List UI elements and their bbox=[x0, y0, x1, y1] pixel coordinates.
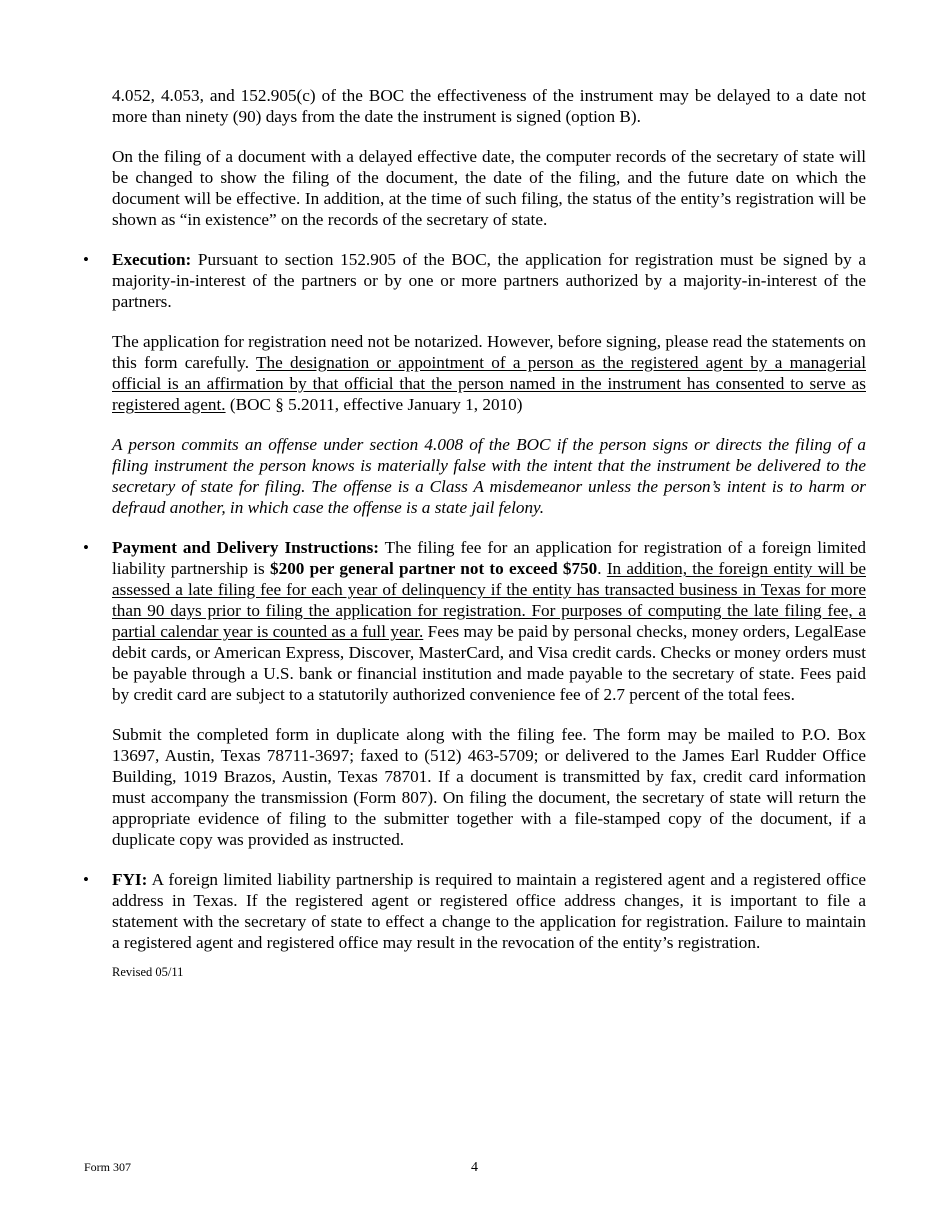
fyi-section bbox=[83, 869, 866, 953]
notarization-lead: The application for registration need not be notarized. However, before signing, please read the statements on this form carefully. bbox=[112, 332, 866, 372]
execution-section bbox=[83, 249, 866, 312]
bullet-icon: • bbox=[83, 538, 89, 557]
payment-heading: Payment and Delivery Instructions: bbox=[112, 538, 379, 557]
payment-section bbox=[83, 537, 867, 705]
execution-paragraph bbox=[112, 249, 866, 312]
form-number: Form 307 bbox=[84, 1160, 132, 1174]
bullet-icon: • bbox=[83, 870, 89, 889]
payment-text-2: . bbox=[597, 559, 607, 578]
filing-fee-amount: $200 per general partner not to exceed $750 bbox=[270, 559, 598, 578]
execution-text: Pursuant to section 152.905 of the BOC, the application for registration must be signed by a majority-in-interest of the partners or by one or more partners authorized by a majority-in-interest of the partners. bbox=[112, 250, 866, 311]
page-number: 4 bbox=[471, 1160, 478, 1175]
submission-instructions: Submit the completed form in duplicate along with the filing fee. The form may be mailed to P.O. Box 13697, Austin, Texas 78711-3697; faxed to (512) 463-5709; or delivered to the James Earl Rudder Office Building, 1019 Brazos, Austin, Texas 78701. If a document is transmitted by fax, credit card information must accompany the transmission (Form 807). On filing the document, the secretary of state will return the appropriate evidence of filing to the submitter together with a file-stamped copy of the document, if a duplicate copy was provided as instructed. bbox=[112, 725, 866, 849]
offense-warning-text: A person commits an offense under section 4.008 of the BOC if the person signs or directs the filing of a filing instrument the person knows is materially false with the intent that the instrument be delivered to the secretary of state for filing. The offense is a Class A misdemeanor unless the person’s intent is to harm or defraud another, in which case the offense is a state jail felony. bbox=[112, 435, 866, 517]
revised-date: Revised 05/11 bbox=[112, 965, 184, 979]
payment-text-3: Fees may be paid by personal checks, money orders, LegalEase debit cards, or American Express, Discover, MasterCard, and Visa credit cards. Checks or money orders must be payable through a U.S. bank or financial institution and made payable to the secretary of state. Fees paid by credit card are subject to a statutorily authorized convenience fee of 2.7 percent of the total fees. bbox=[112, 622, 866, 704]
payment-text-1: The filing fee for an application for registration of a foreign limited liability partnership is bbox=[112, 538, 867, 578]
paragraph-delayed-filing-records: On the filing of a document with a delayed effective date, the computer records of the secretary of state will be changed to show the filing of the document, the date of the filing, and the future date on which the document will be effective. In addition, at the time of such filing, the status of the entity’s registration will be shown as “in existence” on the records of the secretary of state. bbox=[112, 147, 866, 229]
paragraph-delayed-effectiveness: 4.052, 4.053, and 152.905(c) of the BOC the effectiveness of the instrument may be delayed to a date not more than ninety (90) days from the date the instrument is signed (option B). bbox=[112, 86, 866, 126]
late-filing-fee-notice: In addition, the foreign entity will be assessed a late filing fee for each year of delinquency if the entity has transacted business in Texas for more than 90 days prior to filing the application for registration. For purposes of computing the late filing fee, a partial calendar year is counted as a full year. bbox=[112, 559, 866, 641]
execution-heading: Execution: bbox=[112, 250, 192, 269]
bullet-icon: • bbox=[83, 250, 89, 269]
fyi-heading: FYI: bbox=[112, 870, 148, 889]
fyi-text: A foreign limited liability partnership is required to maintain a registered agent and a registered office address in Texas. If the registered agent or registered office address changes, it is important to file a statement with the secretary of state to effect a change to the application for registration. Failure to maintain a registered agent and registered office may result in the revocation of the entity’s registration. bbox=[112, 870, 866, 952]
document-body bbox=[83, 85, 867, 980]
registered-agent-affirmation: The designation or appointment of a person as the registered agent by a managerial official is an affirmation by that official that the person named in the instrument has consented to serve as registered agent. bbox=[112, 353, 866, 414]
offense-warning bbox=[112, 434, 866, 518]
notarization-paragraph bbox=[112, 331, 866, 415]
payment-paragraph bbox=[112, 537, 866, 705]
boc-citation: (BOC § 5.2011, effective January 1, 2010) bbox=[225, 395, 523, 414]
fyi-paragraph bbox=[112, 869, 866, 953]
